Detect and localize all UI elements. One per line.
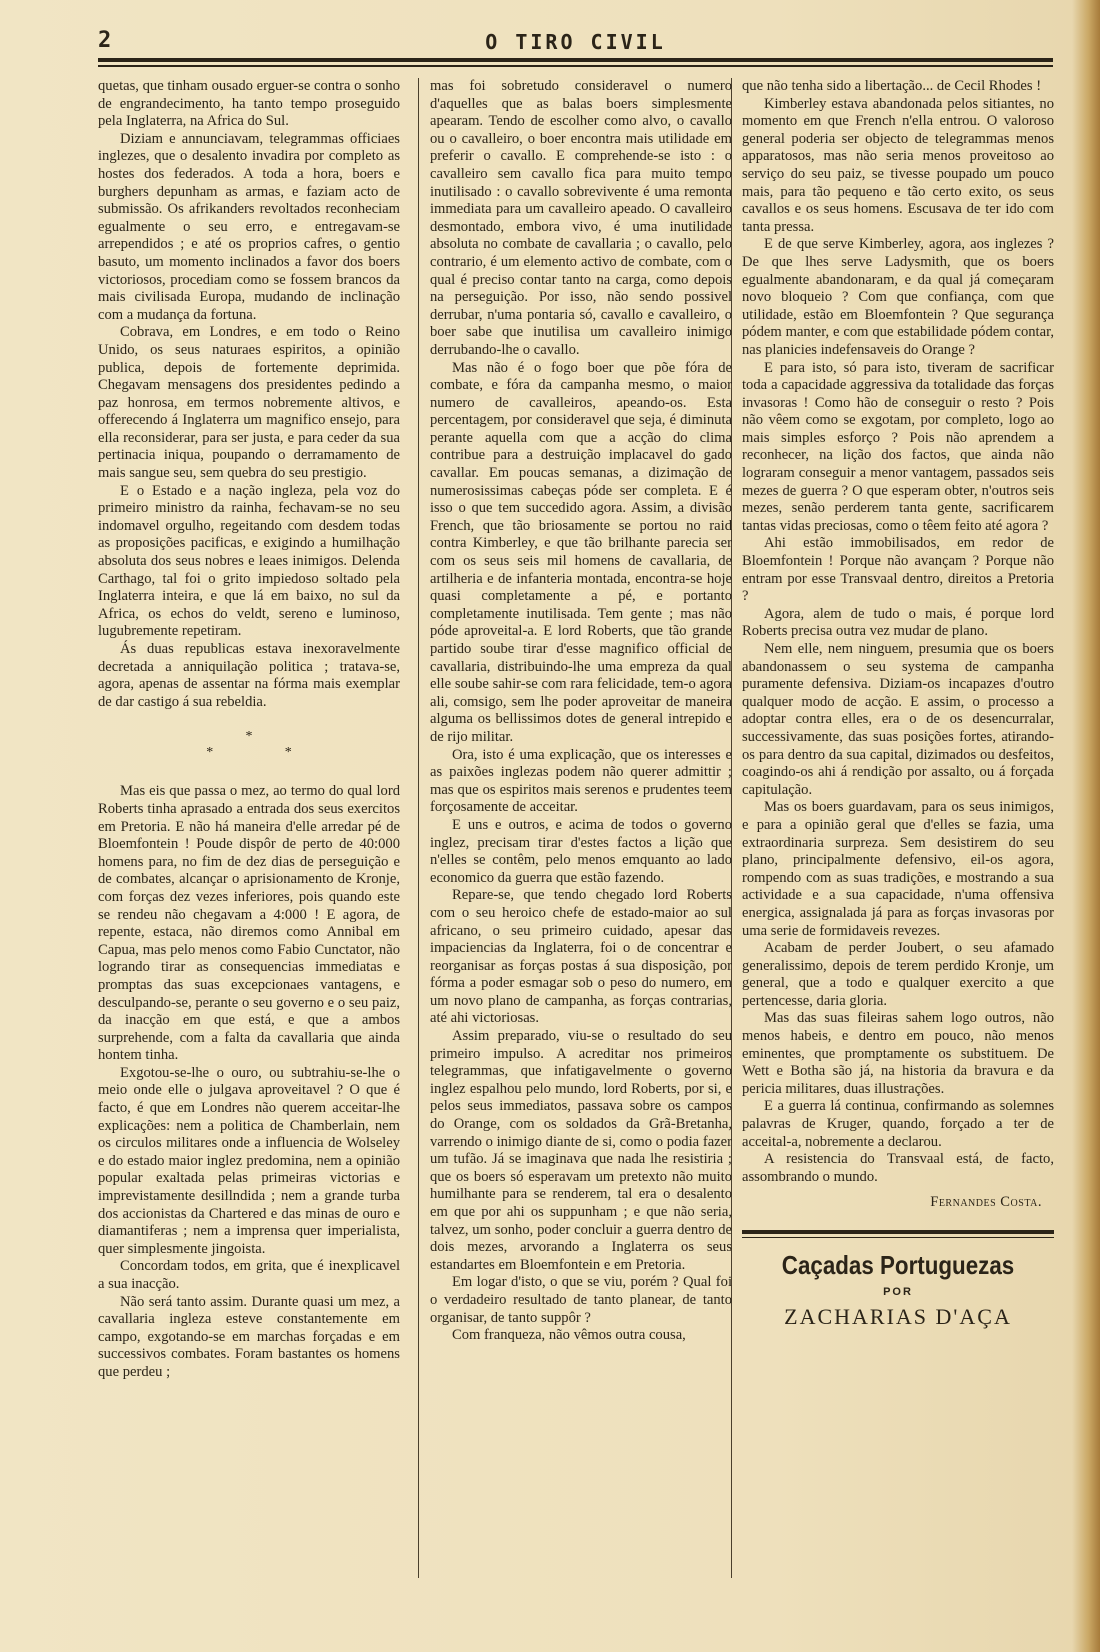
column-divider-1 bbox=[418, 78, 419, 1578]
paragraph: quetas, que tinham ousado erguer-se contra o sonho de engrandecimento, ha tanto tempo proseguido pela Inglaterra, na Africa do Sul. bbox=[98, 78, 400, 130]
column-3 bbox=[742, 78, 1054, 1578]
column-1 bbox=[98, 78, 400, 1578]
paragraph: Mas eis que passa o mez, ao termo do qual lord Roberts tinha aprasado a entrada dos seus exercitos em Pretoria. E não há maneira d'elle arredar pé de Bloemfontein ! Poude dispôr de perto de 40:000 homens para, no fim de dez dias de perseguição e de combates, alcançar o aprisionamento de Kronje, com forças dez vezes inferiores, pois quando este se rendeu não chegavam a 4:000 ! E agora, de repente, estaca, não diremos como Annibal em Capua, mas pelo menos como Fabio Cunctator, não logrando tirar as consequencias immediatas e promptas das suas excepcionaes vantagens, e desculpando-se, perante o seu governo e o seu paiz, da inacção em que está, e que a ambos surprehende, com a falta da cavallaria que ainda hontem tinha. bbox=[98, 783, 400, 1064]
paragraph: Com franqueza, não vêmos outra cousa, bbox=[452, 1327, 686, 1344]
paragraph: mas foi sobretudo consideravel o numero d'aquelles que as balas boers simplesmente apearam. Tendo de escolher como alvo, o cavallo ou o cavalleiro, o boer encontra mais utilidade em preferir o cavallo. E comprehende-se isto : o cavalleiro sem cavallo fica para muito tempo inutilisado : o cavallo sobrevivente é uma remonta immediata para um cavalleiro apeado. O cavalleiro desmontado, embora vivo, é uma inutilidade absoluta no combate de cavallaria ; o cavallo, pelo contrario, é um elemento activo de combate, com o qual é preciso contar tanto na carga, como depois na perseguição. Por isso, não sendo possivel derrubar, n'uma pontaria só, cavallo e cavalleiro, o boer sabe que inutilisa um cavalleiro inimigo derrubando-lhe o cavallo. bbox=[430, 78, 732, 358]
paragraph: E a guerra lá continua, confirmando as solemnes palavras de Kruger, quando, forçado a ter de acceital-a, nobremente a declarou. bbox=[742, 1098, 1054, 1150]
header-rule-thin bbox=[98, 65, 1053, 67]
paragraph: Diziam e annunciavam, telegrammas officiaes inglezes, que o desalento invadira por completo as hostes dos federados. A toda a hora, boers e burghers depunham as armas, e faziam acto de submissão. Os afrikanders revoltados reconheciam egualmente o seu erro, e entregavam-se arrependidos ; e até os proprios cafres, o gentio basuto, um momento inclinados a favor dos boers victoriosos, procediam como se fossem brancos da mais civilisada Europa, mudando de inclinação com a mudança da fortuna. bbox=[98, 130, 400, 323]
paragraph: Mas das suas fileiras sahem logo outros, não menos habeis, e dentro em pouco, não menos eminentes, que promptamente os substituem. De Wett e Botha são já, na historia da bravura e da pericia militares, duas illustrações. bbox=[742, 1010, 1054, 1097]
page-header bbox=[98, 28, 1053, 58]
paragraph: Assim preparado, viu-se o resultado do seu primeiro impulso. A acreditar nos primeiros telegrammas, que infatigavelmente o governo inglez espalhou pelo mundo, lord Roberts, por si, e pelos seus immediatos, passava sobre os campos do Orange, com os soldados da Grã-Bretanha, varrendo o inimigo diante de si, como o podia fazer um tufão. Já se imaginava que nada lhe resistiria ; que os boers só esperavam um pretexto não muito humilhante para se renderem, tal era o desalento em que por ahi os suppunham ; e que não seria, talvez, um sonho, poder concluir a guerra dentro de dois mezes, arvorando a Inglaterra os seus estandartes em Bloemfontein e em Pretoria. bbox=[430, 1028, 732, 1273]
paragraph: Cobrava, em Londres, e em todo o Reino Unido, os seus naturaes espiritos, a opinião publica, depois de fortemente deprimida. Chegavam mensagens dos presidentes pedindo a paz honrosa, em termos nobremente altivos, e offerecendo á Inglaterra um magnifico ensejo, para ella reconsiderar, para ser justa, e para ceder da sua pertinacia iniqua, poupando o derramamento de mais sangue seu, sem quebra do seu prestigio. bbox=[98, 324, 400, 482]
paragraph: E o Estado e a nação ingleza, pela voz do primeiro ministro da rainha, fechavam-se no seu indomavel orgulho, regeitando com desdem todas as proposições pacificas, e exigindo a humilhação absoluta dos seus nobres e leaes inimigos. Delenda Carthago, tal foi o grito impiedoso soltado pela Inglaterra inteira, e que lá em baixo, no sul da Africa, os echos do veldt, sereno e luminoso, lugubremente repetiram. bbox=[98, 482, 400, 640]
advert-rule-thin bbox=[742, 1237, 1054, 1238]
page-number: 2 bbox=[98, 28, 112, 53]
paragraph: Concordam todos, em grita, que é inexplicavel a sua inacção. bbox=[98, 1258, 400, 1292]
paragraph: Ora, isto é uma explicação, que os interesses e as paixões inglezas podem não querer admittir ; mas que os espiritos mais serenos e prudentes teem forçosamente de acceitar. bbox=[430, 746, 732, 816]
paragraph: Agora, alem de tudo o mais, é porque lord Roberts precisa outra vez mudar de plano. bbox=[742, 605, 1054, 640]
advert-por: POR bbox=[883, 1286, 913, 1298]
section-asterism bbox=[98, 729, 400, 761]
author-signature: Fernandes Costa. bbox=[930, 1194, 1042, 1211]
paragraph: Nem elle, nem ninguem, presumia que os boers abandonassem o seu systema de campanha puramente defensiva. Diziam-os incapazes d'outro qualquer modo de acção. E assim, o processo a adoptar contra elles, era o de os desencurralar, successivamente, das suas posições fortes, atirando-os para dentro da sua capital, dizimados ou desfeitos, coagindo-os ahi á rendição por assalto, ou á forçada capitulação. bbox=[742, 641, 1054, 798]
paragraph: Não será tanto assim. Durante quasi um mez, a cavallaria ingleza esteve constantemente em campo, exgotando-se em marchas forçadas e em successivos combates. Foram bastantes os homens que perdeu ; bbox=[98, 1293, 400, 1380]
paragraph: Repare-se, que tendo chegado lord Roberts com o seu heroico chefe de estado-maior ao sul africano, o seu primeiro cuidado, apesar das impaciencias da Inglaterra, foi o de concentrar e reorganisar as forças postas á sua disposição, por fórma a poder esmagar sob o peso do numero, em um novo plano de campanha, as forças contrarias, até ahi victoriosas. bbox=[430, 887, 732, 1027]
column-2 bbox=[430, 78, 732, 1578]
paragraph: E para isto, só para isto, tiveram de sacrificar toda a capacidade aggressiva da totalidade das forças invasoras ! Como hão de conseguir o resto ? Pois não vêem como se exgotam, por completo, logo ao mais simples esforço ? Pois não aprendem a reconhecer, na lição dos factos, que ainda não lograram conseguir a menor vantagem, passados seis mezes de guerra ? O que esperam obter, n'outros seis mezes, senão perderem tanta gente, sacrificarem tantas vidas preciosas, como o têem feito até agora ? bbox=[742, 359, 1054, 534]
paragraph: E de que serve Kimberley, agora, aos inglezes ? De que lhes serve Ladysmith, que os boers egualmente abandonaram, e da qual já começaram novo bloqueio ? Com que confiança, com que utilidade, estão em Bloemfontein ? Que segurança pódem manter, e com que estabilidade pódem contar, nas planicies indefensaveis do Orange ? bbox=[742, 236, 1054, 358]
newspaper-title: O TIRO CIVIL bbox=[485, 30, 666, 54]
advert-title: Caçadas Portuguezas bbox=[781, 1250, 1015, 1280]
header-rule-thick bbox=[98, 58, 1053, 62]
advert-author: ZACHARIAS D'AÇA bbox=[784, 1303, 1012, 1329]
paragraph: Mas os boers guardavam, para os seus inimigos, e para a opinião geral que d'elles se fazia, uma extraordinaria surpreza. Sem desistirem do seu plano, principalmente defensivo, eil-os agora, rompendo com as suas tradições, e mostrando a sua actividade e a sua capacidade, n'uma offensiva energica, assignalada já para as forças invasoras por uma serie de formidaveis revezes. bbox=[742, 799, 1054, 939]
paragraph: Ás duas republicas estava inexoravelmente decretada a anniquilação politica ; tratava-se, agora, apenas de assentar na fórma mais exemplar de dar castigo á sua rebeldia. bbox=[98, 641, 400, 710]
page-edge-stain bbox=[1072, 0, 1100, 1652]
paragraph: que não tenha sido a libertação... de Cecil Rhodes ! bbox=[742, 78, 1042, 94]
paragraph: Mas não é o fogo boer que põe fóra de combate, e fóra da campanha mesmo, o maior numero de cavalleiros, apeando-os. Esta percentagem, por consideravel que seja, é diminuta perante aquella com que a acção do clima contribue para a destruição implacavel do gado cavallar. Em poucas semanas, a dizimação de numerosissimas cabeças póde ser completa. E é isso o que tem succedido agora. Assim, a divisão French, que tão briosamente se portou no raid contra Kimberley, e que tão brilhante parecia ser com os seus seis mil homens de cavallaria, de artilheria e de infanteria montada, encontra-se hoje quasi completamente a pé, e portanto completamente inutilisada. Tem gente ; mas não póde aproveital-a. E lord Roberts, que tão grande partido soube tirar d'esse magnifico official de cavallaria, distribuindo-lhe uma empreza da qual elle soube sahir-se com rara felicidade, tem-o agora ali, comsigo, sem lhe poder aproveitar de maneira alguma os bellissimos dotes de general intrepido e de rijo militar. bbox=[430, 359, 732, 745]
paragraph: Em logar d'isto, o que se viu, porém ? Qual foi o verdadeiro resultado de tanto planear, de tanto organisar, de tanto suppôr ? bbox=[430, 1274, 732, 1326]
paragraph: Acabam de perder Joubert, o seu afamado generalissimo, depois de terem perdido Kronje, um general, que a todo e qualquer exercito a que pertencesse, daria gloria. bbox=[742, 940, 1054, 1009]
paragraph: A resistencia do Transvaal está, de facto, assombrando o mundo. bbox=[742, 1151, 1054, 1185]
paragraph: Kimberley estava abandonada pelos sitiantes, no momento em que French n'ella entrou. O valoroso general poderia ser objecto de telegrammas menos apparatosos, mas não seria menos proveitoso ao serviço do seu paiz, se tivesse poupado um pouco mais, para tão pequeno e tão certo exito, os seus cavallos e os seus homens. Escusava de ter ido com tanta pressa. bbox=[742, 95, 1054, 235]
asterism-top: * bbox=[245, 729, 253, 745]
paragraph: Ahi estão immobilisados, em redor de Bloemfontein ! Porque não avançam ? Porque não entram por esse Transvaal dentro, direitos a Pretoria ? bbox=[742, 535, 1054, 605]
paragraph: Exgotou-se-lhe o ouro, ou subtrahiu-se-lhe o meio onde elle o julgava aproveitavel ? O que é facto, é que em Londres não querem acceitar-lhe explicações: nem a politica de Chamberlain, nem os circulos militares onde a influencia de Wolseley e do estado maior inglez predomina, nem a opinião popular exaltada pelas primeiras victorias e imprevistamente desillndida ; nem a grande turba dos accionistas da Chartered e das minas de ouro e diamantiferas ; nem a imprensa quer imperialista, quer simplesmente jingoista. bbox=[98, 1064, 400, 1257]
asterism-bottom: * * bbox=[206, 745, 326, 761]
paragraph: E uns e outros, e acima de todos o governo inglez, precisam tirar d'estes factos a lição que n'elles se contêm, pelo menos emquanto ao lado economico da guerra que estão fazendo. bbox=[430, 816, 732, 886]
advert-rule-thick bbox=[742, 1230, 1054, 1234]
